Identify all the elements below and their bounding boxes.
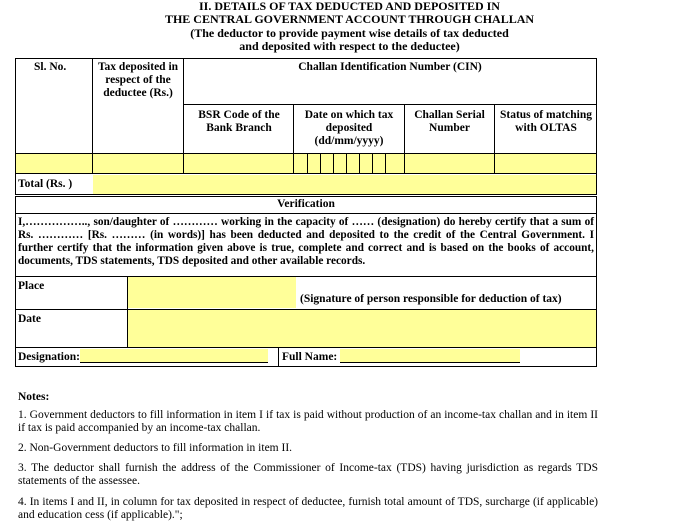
col-tax-deposited: Tax deposited in respect of the deductee (Rs.) [97,61,179,99]
col-oltas-status: Status of matching with OLTAS [499,109,592,134]
col-cin: Challan Identification Number (CIN) [298,61,482,73]
total-value-row[interactable] [93,175,596,194]
date-field[interactable] [128,310,596,347]
col-date-deposited: Date on which tax deposited (dd/mm/yyyy) [304,109,394,147]
verification-title: Verification [277,198,335,210]
designation-field[interactable] [80,349,268,363]
place-field[interactable] [128,277,296,308]
section-subtitle-line2: and deposited with respect to the deductee) [239,39,460,53]
designation-label: Designation: [18,351,80,363]
col-sl-no: Sl. No. [34,61,67,73]
total-label: Total (Rs. ) [18,178,73,190]
col-challan-serial: Challan Serial Number [414,109,485,134]
verification-text: I,…………….., son/daughter of ………… working in the capacity of …… (designation) do hereby certify that a sum of Rs. ………… [Rs. ……… (in words)] has been deducted and deposited to the credit of the Central Government. I further certify that the information given above is true, complete and correct and is based on the books of account, documents, TDS statements, TDS deposited and other available records. [18,216,594,267]
note-4: 4. In items I and II, in column for tax deposited in respect of deductee, furnish total amount of TDS, surcharge (if applicable) and education cess (if applicable)."; [18,496,598,521]
note-2: 2. Non-Government deductors to fill information in item II. [18,442,293,454]
signature-caption: (Signature of person responsible for deduction of tax) [300,293,562,305]
note-1: 1. Government deductors to fill information in item I if tax is paid without production of an income-tax challan and in item II if tax is paid accompanied by an income-tax challan. [18,409,598,434]
col-bsr-code: BSR Code of the Bank Branch [198,109,280,134]
data-row[interactable] [16,154,596,173]
place-label: Place [18,280,45,292]
notes-title: Notes: [18,391,50,403]
date-label: Date [18,313,41,325]
section-title-line2: THE CENTRAL GOVERNMENT ACCOUNT THROUGH CHALLAN [164,12,535,26]
section-title: II. DETAILS OF TAX DEDUCTED AND DEPOSITED IN [199,0,500,13]
full-name-label: Full Name: [282,351,338,363]
full-name-field[interactable] [340,349,520,363]
note-3: 3. The deductor shall furnish the address of the Commissioner of Income-tax (TDS) having jurisdiction as regards TDS statements of the assessee. [18,462,598,487]
section-subtitle: (The deductor to provide payment wise details of tax deducted [190,26,509,40]
